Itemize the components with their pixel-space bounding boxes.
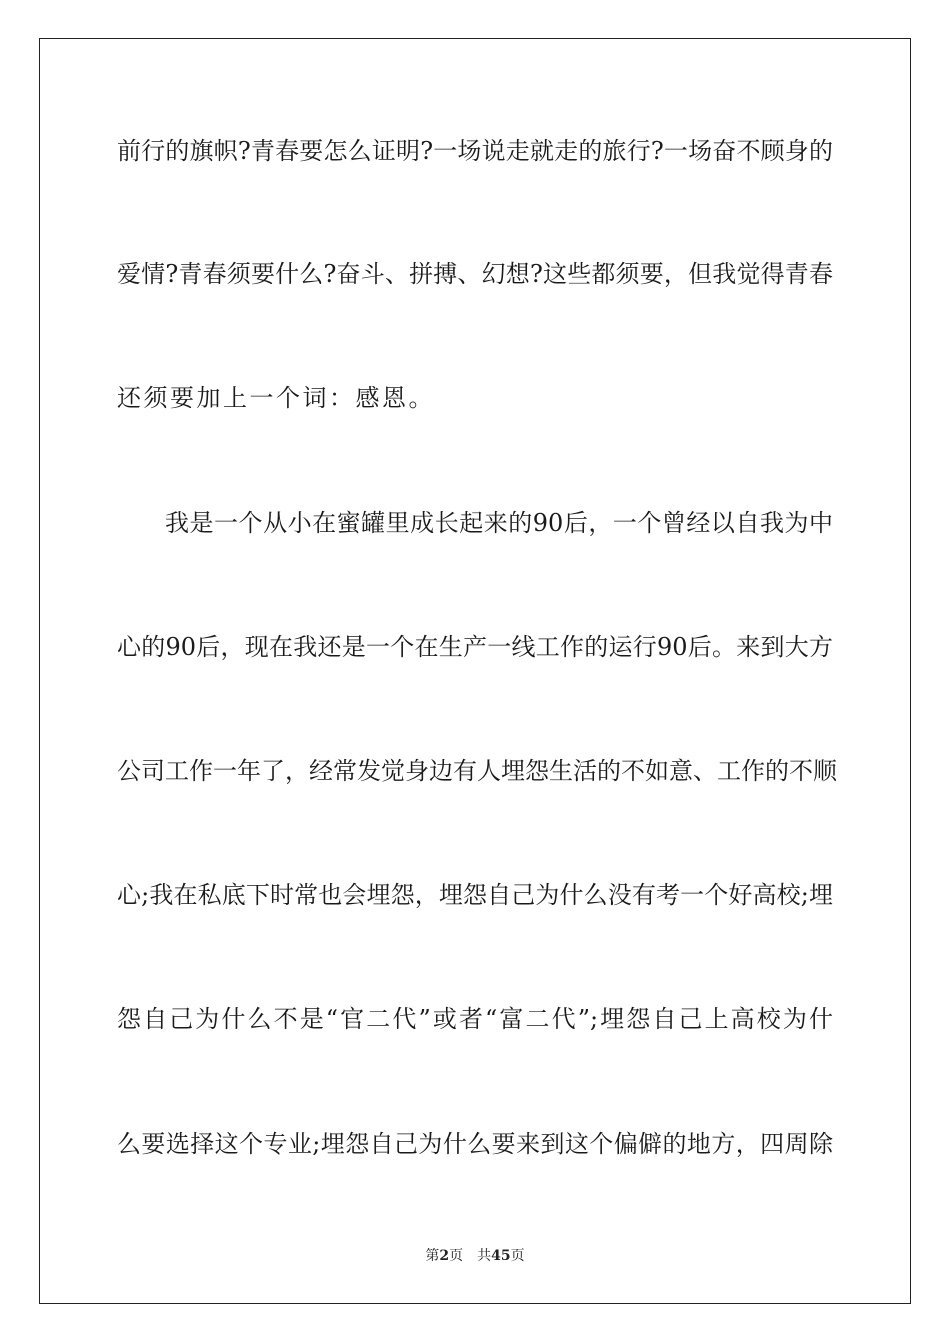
total-prefix: 共: [477, 1248, 492, 1264]
total-unit: 页: [510, 1248, 525, 1264]
page-footer: [0, 1247, 950, 1265]
text-line-paragraph-start: 我是一个从小在蜜罐里成长起来的90后，一个曾经以自我为中: [165, 509, 833, 537]
text-line: 还须要加上一个词：感恩。: [117, 384, 435, 412]
text-line: 心的90后，现在我还是一个在生产一线工作的运行90后。来到大方: [117, 633, 833, 661]
text-line: 么要选择这个专业;埋怨自己为什么要来到这个偏僻的地方，四周除: [117, 1130, 833, 1158]
page-current: 2: [439, 1248, 450, 1264]
text-line: 前行的旗帜?青春要怎么证明?一场说走就走的旅行?一场奋不顾身的: [117, 137, 833, 165]
text-line: 怨自己为什么不是“官二代”或者“富二代”;埋怨自己上高校为什: [117, 1005, 833, 1033]
page-prefix: 第: [425, 1248, 440, 1264]
text-line: 心;我在私底下时常也会埋怨，埋怨自己为什么没有考一个好高校;埋: [117, 881, 833, 909]
text-line: 爱情?青春须要什么?奋斗、拼搏、幻想?这些都须要，但我觉得青春: [117, 260, 833, 288]
page-frame: [39, 38, 911, 1304]
page-unit: 页: [449, 1248, 464, 1264]
page-total: 45: [491, 1248, 511, 1264]
text-line: 公司工作一年了，经常发觉身边有人埋怨生活的不如意、工作的不顺: [117, 757, 837, 785]
